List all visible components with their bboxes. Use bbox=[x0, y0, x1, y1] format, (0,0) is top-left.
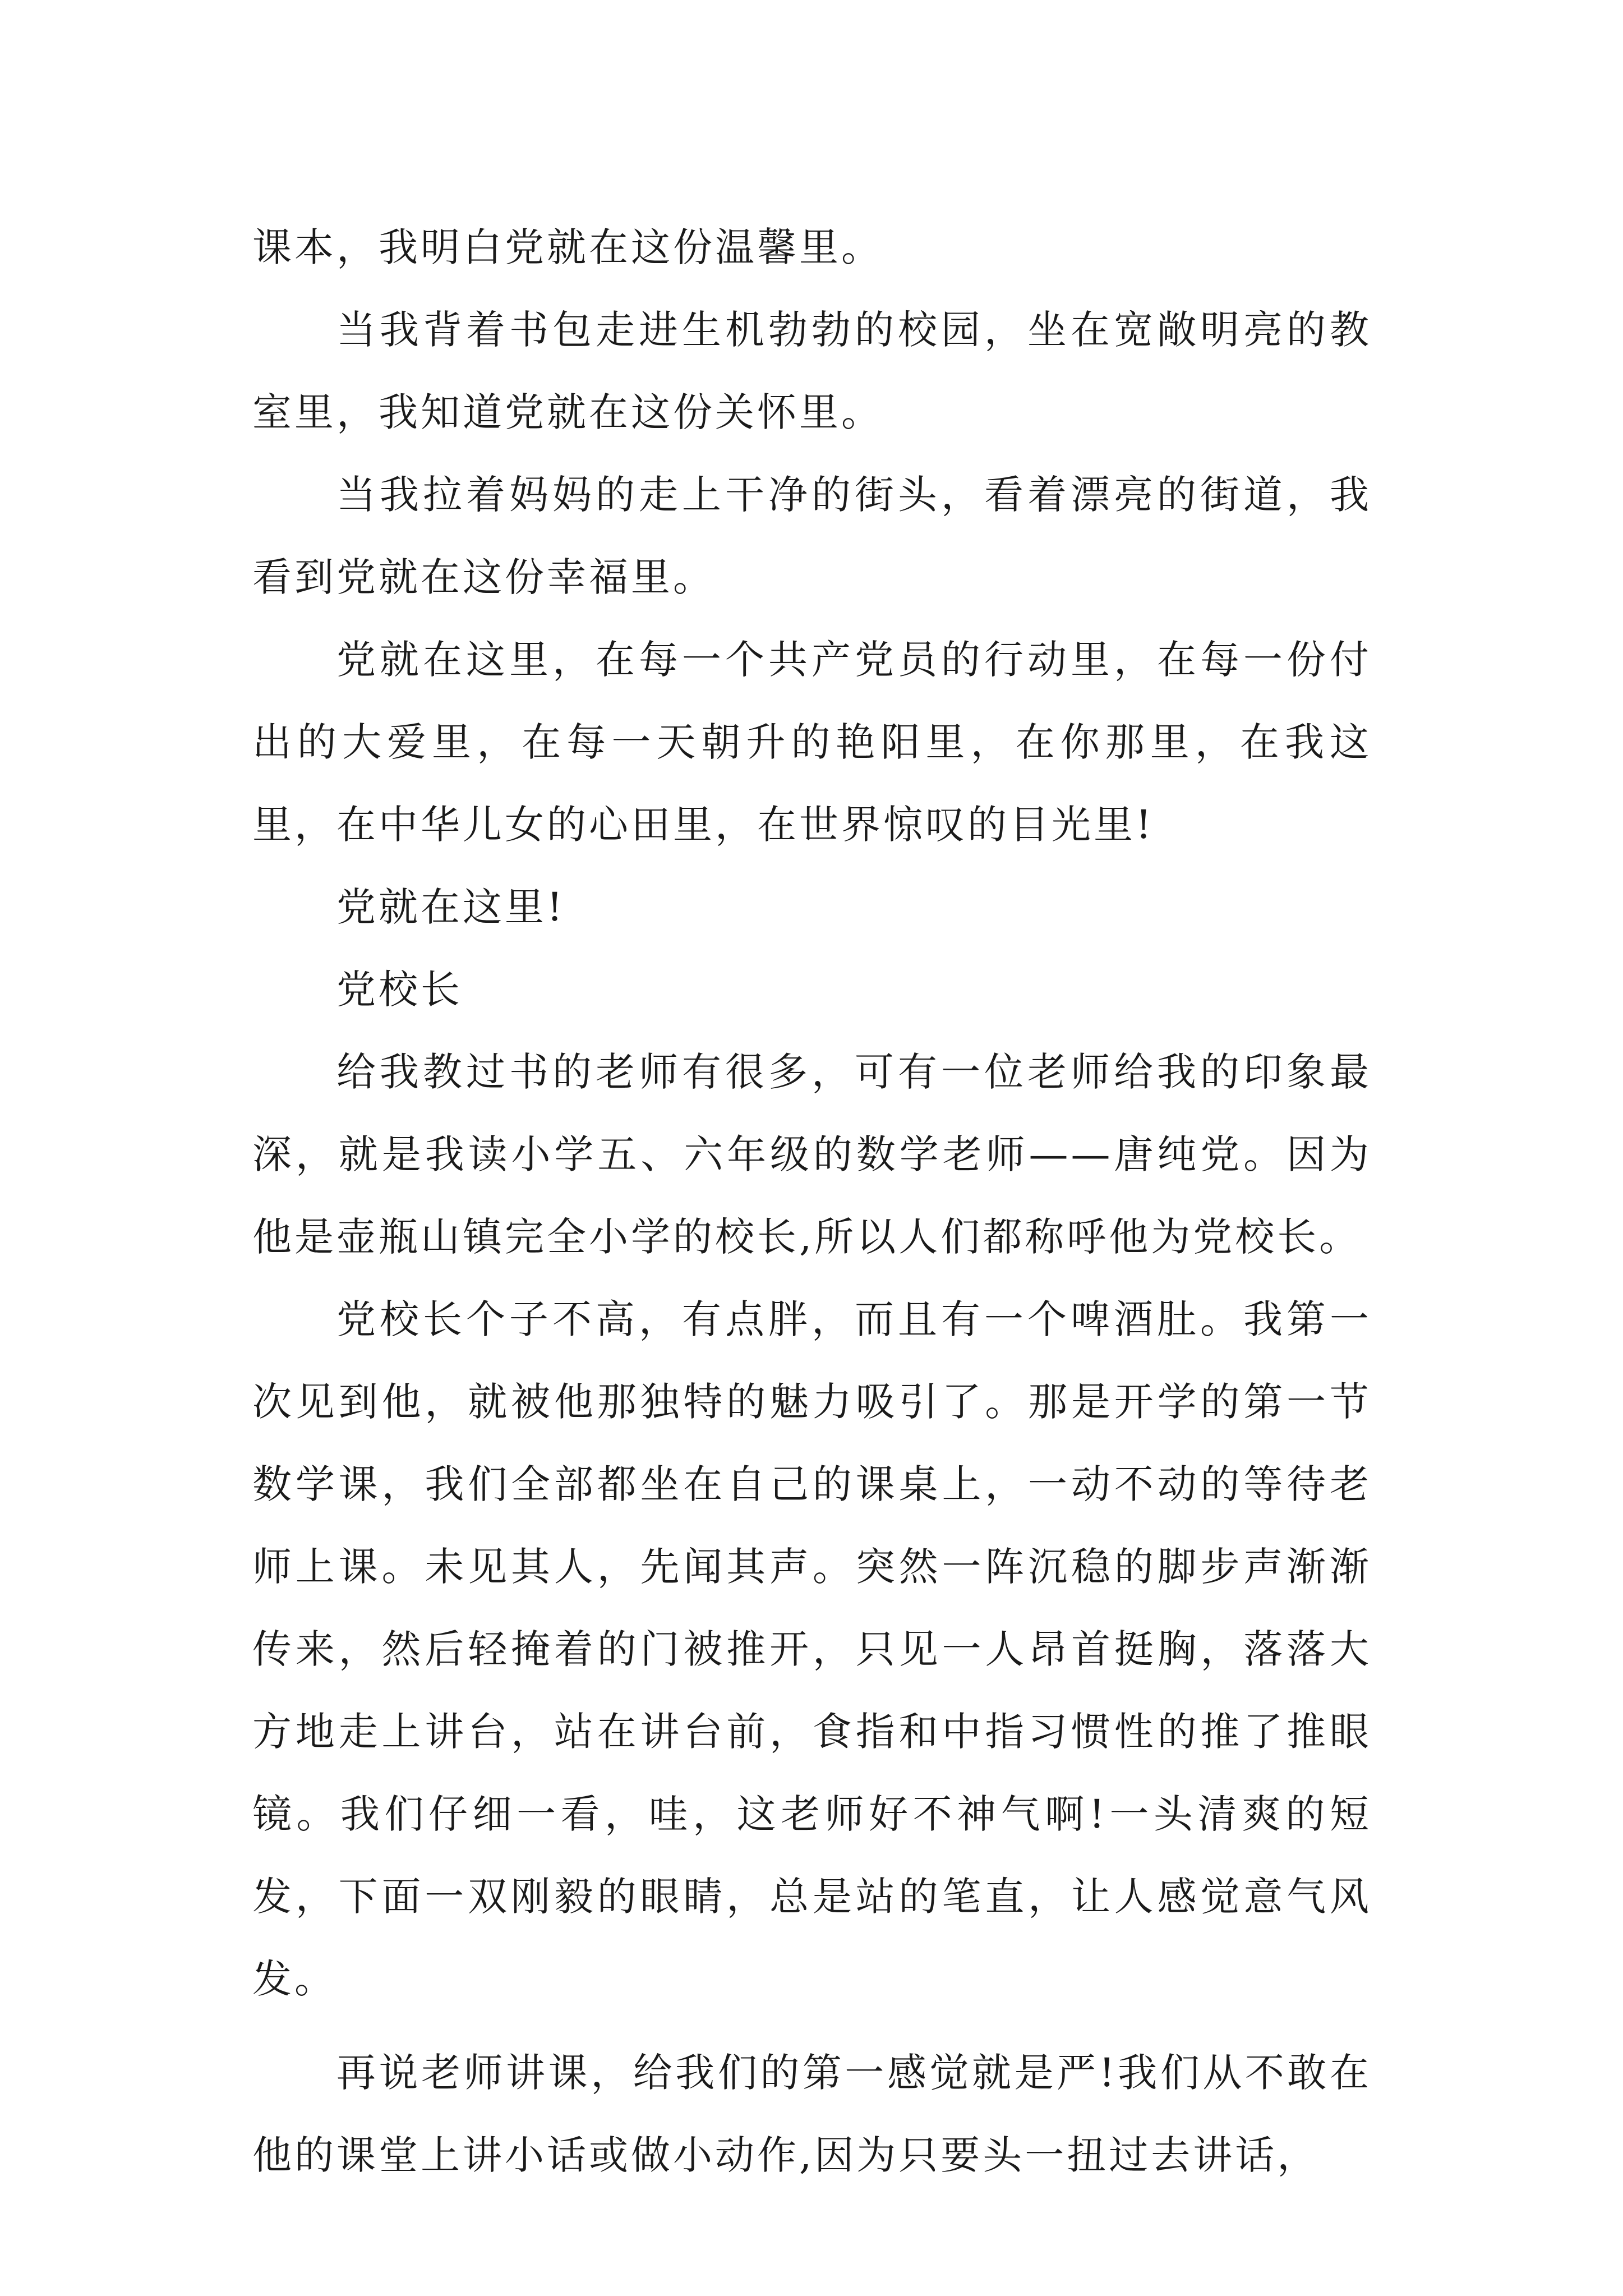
section-title: 党校长 bbox=[336, 967, 463, 1013]
paragraph-party-here: 党就在这里，在每一个共产党员的行动里，在每一份付出的大爱里，在每一天朝升的艳阳里，在你那里，在我这里，在中华儿女的心田里，在世界惊叹的目光里! bbox=[252, 637, 1372, 848]
paragraph-teacher-description: 党校长个子不高，有点胖，而且有一个啤酒肚。我第一次见到他，就被他那独特的魅力吸引了。那是开学的第一节数学课，我们全部都坐在自己的课桌上，一动不动的等待老师上课。未见其人，先闻其声。突然一阵沉稳的脚步声渐渐传来，然后轻掩着的门被推开，只见一人昂首挺胸，落落大方地走上讲台，站在讲台前，食指和中指习惯性的推了推眼镜。我们仔细一看，哇，这老师好不神气啊!一头清爽的短发，下面一双刚毅的眼睛，总是站的笔直，让人感觉意气风发。 bbox=[252, 1296, 1372, 2002]
document-body bbox=[252, 206, 1372, 2197]
paragraph-teacher-intro: 给我教过书的老师有很多，可有一位老师给我的印象最深，就是我读小学五、六年级的数学老师——唐纯党。因为他是壶瓶山镇完全小学的校长,所以人们都称呼他为党校长。 bbox=[252, 1049, 1372, 1260]
paragraph-continuation: 课本，我明白党就在这份温馨里。 bbox=[252, 224, 883, 270]
paragraph-exclamation: 党就在这里! bbox=[336, 884, 566, 930]
paragraph-schoolbag: 当我背着书包走进生机勃勃的校园，坐在宽敞明亮的教室里，我知道党就在这份关怀里。 bbox=[252, 307, 1372, 435]
paragraph-teaching-style: 再说老师讲课，给我们的第一感觉就是严!我们从不敢在他的课堂上讲小话或做小动作,因为只要头一扭过去讲话， bbox=[252, 2050, 1372, 2178]
paragraph-street: 当我拉着妈妈的走上干净的街头，看着漂亮的街道，我看到党就在这份幸福里。 bbox=[252, 472, 1372, 600]
